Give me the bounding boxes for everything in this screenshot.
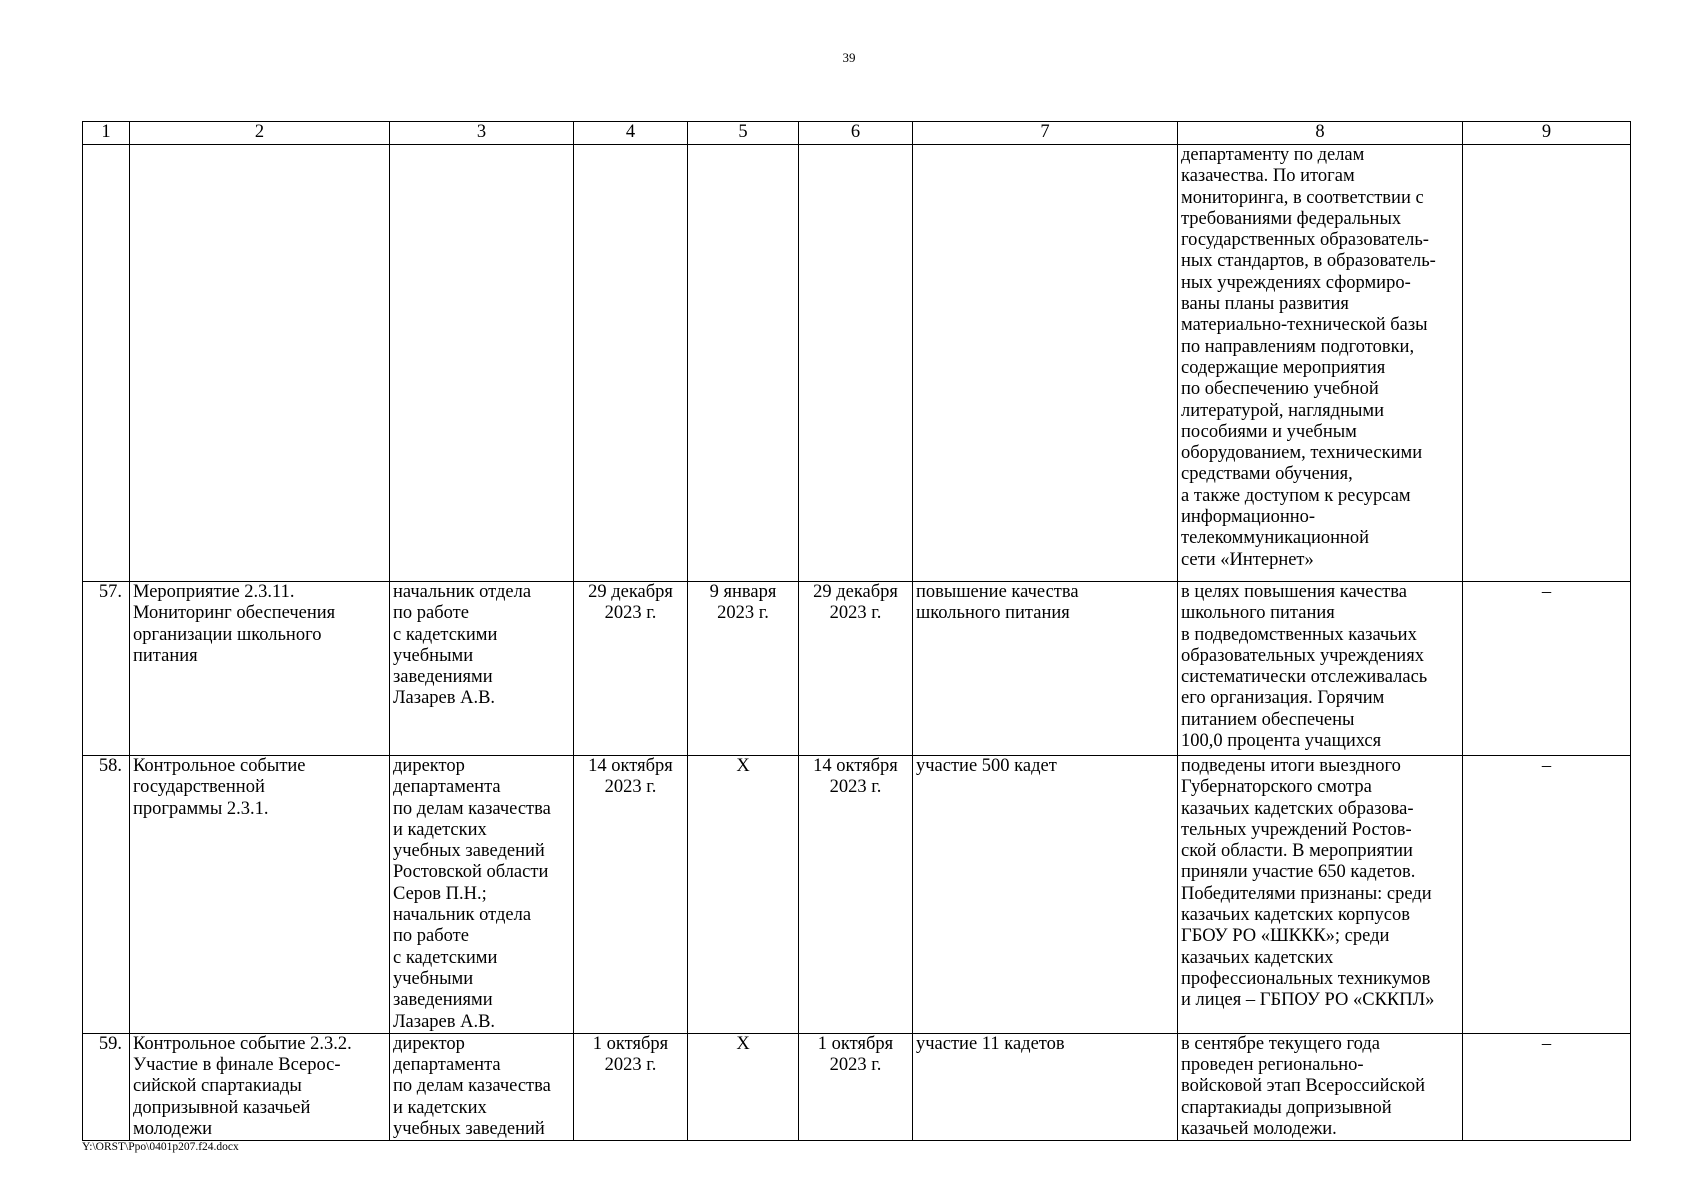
planned-date-cell xyxy=(574,145,688,582)
activity-cell: Контрольное событие 2.3.2. Участие в финале Всерос- сийской спартакиады допризывной казачьей молодежи xyxy=(130,1033,390,1140)
end-date-cell: 29 декабря 2023 г. xyxy=(799,582,913,756)
page-number: 39 xyxy=(842,50,856,65)
planned-date-cell: 1 октября 2023 г. xyxy=(574,1033,688,1140)
responsible-cell: директор департамента по делам казачества и кадетских учебных заведений Ростовской области Серов П.Н.; начальник отдела по работе с кадетскими учебными заведениями Лазарев А.В. xyxy=(390,756,574,1034)
column-header: 7 xyxy=(913,122,1178,145)
table-header-row xyxy=(83,122,1631,145)
table-row xyxy=(83,756,1631,1034)
row-number-cell: 58. xyxy=(83,756,130,1034)
activity-cell: Контрольное событие государственной программы 2.3.1. xyxy=(130,756,390,1034)
row-number-cell: 57. xyxy=(83,582,130,756)
start-date-cell: 9 января 2023 г. xyxy=(688,582,799,756)
end-date-cell: 1 октября 2023 г. xyxy=(799,1033,913,1140)
notes-cell: – xyxy=(1463,1033,1631,1140)
column-header: 3 xyxy=(390,122,574,145)
planned-result-cell: повышение качества школьного питания xyxy=(913,582,1178,756)
column-header: 5 xyxy=(688,122,799,145)
column-header: 1 xyxy=(83,122,130,145)
planned-result-cell xyxy=(913,145,1178,582)
column-header: 6 xyxy=(799,122,913,145)
column-header: 9 xyxy=(1463,122,1631,145)
responsible-cell xyxy=(390,145,574,582)
actual-result-cell: подведены итоги выездного Губернаторского смотра казачьих кадетских образова- тельных учреждений Ростов- ской области. В мероприятии приняли участие 650 кадетов. Победителями признаны: среди казачьих кадетских корпусов ГБОУ РО «ШККК»; среди казачьих кадетских профессиональных техникумов и лицея – ГБПОУ РО «СККПЛ» xyxy=(1178,756,1463,1034)
report-table xyxy=(82,121,1631,1141)
planned-result-cell: участие 500 кадет xyxy=(913,756,1178,1034)
row-number-cell: 59. xyxy=(83,1033,130,1140)
start-date-cell xyxy=(688,145,799,582)
column-header: 2 xyxy=(130,122,390,145)
planned-date-cell: 29 декабря 2023 г. xyxy=(574,582,688,756)
planned-date-cell: 14 октября 2023 г. xyxy=(574,756,688,1034)
notes-cell xyxy=(1463,145,1631,582)
end-date-cell: 14 октября 2023 г. xyxy=(799,756,913,1034)
actual-result-cell: департаменту по делам казачества. По итогам мониторинга, в соответствии с требованиями федеральных государственных образователь- ных стандартов, в образователь- ных учреждениях сформиро- ваны планы развития материально-технической базы по направлениям подготовки, содержащие мероприятия по обеспечению учебной литературой, наглядными пособиями и учебным оборудованием, техническими средствами обучения, а также доступом к ресурсам информационно- телекоммуникационной сети «Интернет» xyxy=(1178,145,1463,582)
notes-cell: – xyxy=(1463,582,1631,756)
activity-cell xyxy=(130,145,390,582)
actual-result-cell: в сентябре текущего года проведен регионально- войсковой этап Всероссийской спартакиады допризывной казачьей молодежи. xyxy=(1178,1033,1463,1140)
actual-result-cell: в целях повышения качества школьного питания в подведомственных казачьих образовательных учреждениях систематически отслеживалась его организация. Горячим питанием обеспечены 100,0 процента учащихся xyxy=(1178,582,1463,756)
notes-cell: – xyxy=(1463,756,1631,1034)
end-date-cell xyxy=(799,145,913,582)
file-path-footer: Y:\ORST\Ppo\0401p207.f24.docx xyxy=(82,1141,239,1153)
table-row xyxy=(83,1033,1631,1140)
responsible-cell: начальник отдела по работе с кадетскими учебными заведениями Лазарев А.В. xyxy=(390,582,574,756)
start-date-cell: X xyxy=(688,756,799,1034)
planned-result-cell: участие 11 кадетов xyxy=(913,1033,1178,1140)
start-date-cell: X xyxy=(688,1033,799,1140)
table-row xyxy=(83,582,1631,756)
row-number-cell xyxy=(83,145,130,582)
activity-cell: Мероприятие 2.3.11. Мониторинг обеспечения организации школьного питания xyxy=(130,582,390,756)
responsible-cell: директор департамента по делам казачества и кадетских учебных заведений xyxy=(390,1033,574,1140)
column-header: 8 xyxy=(1178,122,1463,145)
column-header: 4 xyxy=(574,122,688,145)
table-row xyxy=(83,145,1631,582)
